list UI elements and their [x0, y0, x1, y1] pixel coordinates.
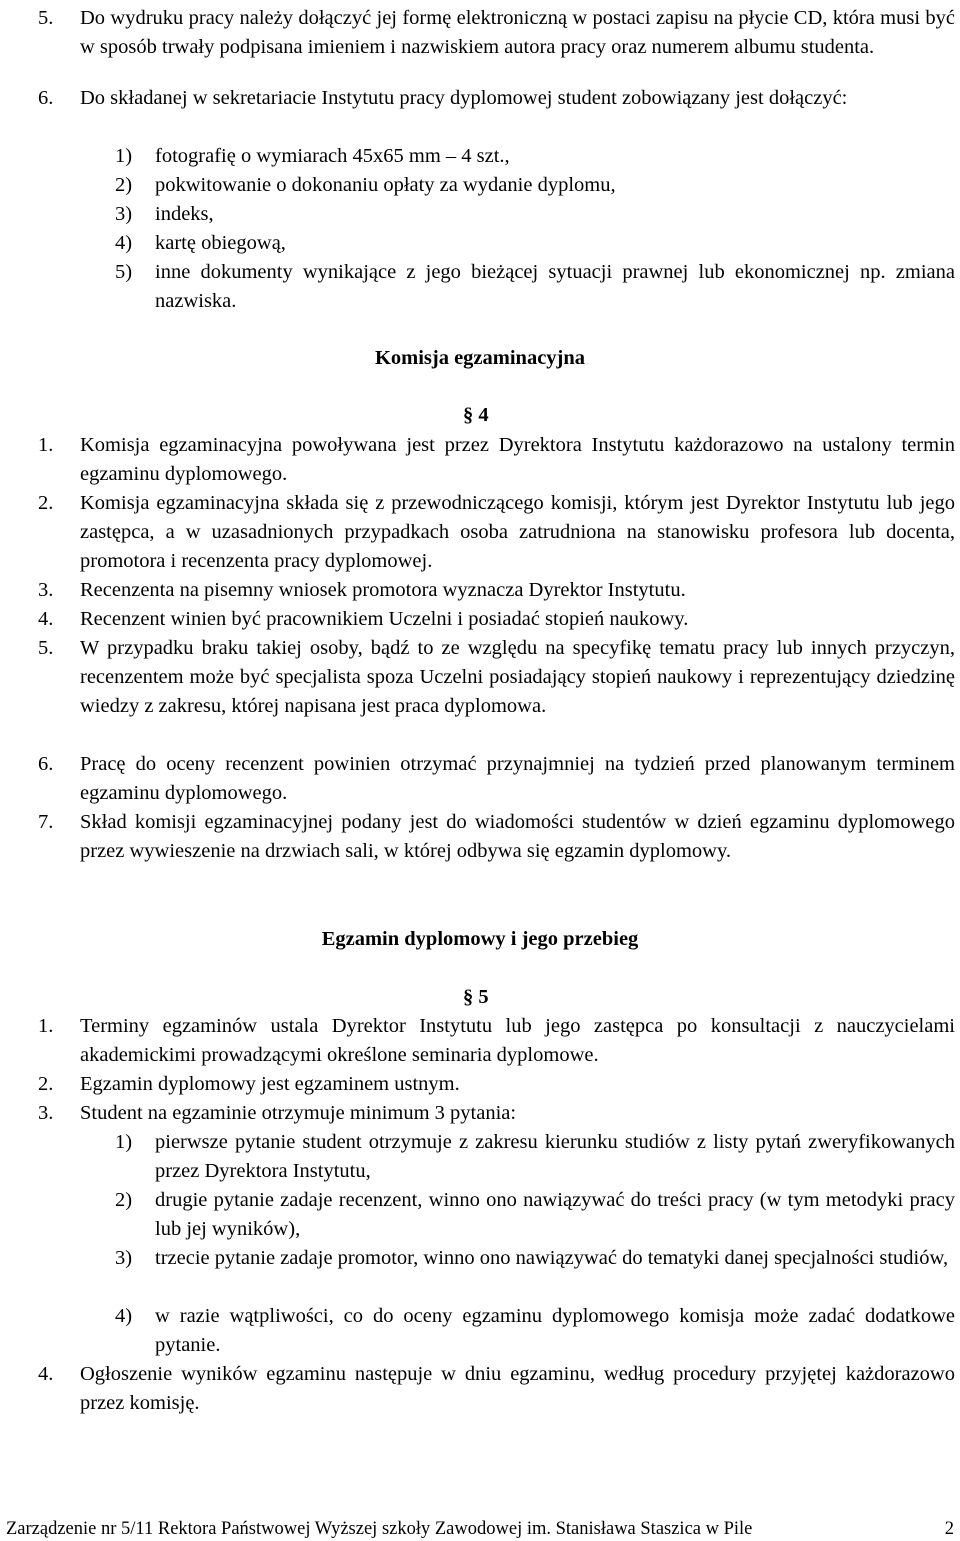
item-text: Student na egzaminie otrzymuje minimum 3 pytania:	[80, 1102, 517, 1124]
item-number: 2.	[38, 492, 54, 514]
item-number: 3.	[38, 1102, 54, 1124]
item-text: Komisja egzaminacyjna powoływana jest przez Dyrektora Instytutu każdorazowo na ustalony termin egzaminu dyplomowego.	[80, 434, 955, 485]
sub-list-item	[115, 200, 955, 229]
sub-item-number: 3)	[115, 203, 133, 225]
item-number: 6.	[38, 753, 54, 775]
sub-item-number: 2)	[115, 174, 133, 196]
list-item	[38, 1012, 955, 1070]
list-item	[38, 84, 955, 113]
item-number: 6.	[38, 87, 54, 109]
list-item	[38, 750, 955, 808]
item-number: 4.	[38, 1363, 54, 1385]
sub-list-item	[115, 258, 955, 316]
sub-list-item	[115, 1244, 955, 1273]
sub-item-number: 1)	[115, 1131, 133, 1153]
list-item	[38, 605, 955, 634]
section-heading: Komisja egzaminacyjna	[374, 347, 586, 369]
sub-list-item	[115, 1302, 955, 1360]
list-item	[38, 1099, 955, 1128]
list-item	[38, 576, 955, 605]
item-number: 1.	[38, 1015, 54, 1037]
list-item	[38, 489, 955, 576]
footer-text: Zarządzenie nr 5/11 Rektora Państwowej Wyższej szkoły Zawodowej im. Stanisława Staszica w Pile	[6, 1519, 753, 1539]
sub-item-text: pokwitowanie o dokonaniu opłaty za wydanie dyplomu,	[155, 174, 616, 196]
item-text: Do wydruku pracy należy dołączyć jej formę elektroniczną w postaci zapisu na płycie CD, która musi być w sposób trwały podpisana imieniem i nazwiskiem autora pracy oraz numerem albumu studenta.	[80, 7, 955, 58]
section-heading: Egzamin dyplomowy i jego przebieg	[321, 928, 639, 950]
sub-item-text: pierwsze pytanie student otrzymuje z zakresu kierunku studiów z listy pytań zweryfikowanych przez Dyrektora Instytutu,	[155, 1131, 955, 1182]
sub-item-text: indeks,	[155, 203, 214, 225]
item-text: Egzamin dyplomowy jest egzaminem ustnym.	[80, 1073, 460, 1095]
page-footer	[6, 1517, 954, 1541]
item-number: 2.	[38, 1073, 54, 1095]
item-number: 5.	[38, 7, 54, 29]
item-number: 7.	[38, 811, 54, 833]
item-number: 4.	[38, 608, 54, 630]
sub-item-text: trzecie pytanie zadaje promotor, winno ono nawiązywać do tematyki danej specjalności studiów,	[155, 1247, 949, 1269]
item-text: Do składanej w sekretariacie Instytutu pracy dyplomowej student zobowiązany jest dołączyć:	[80, 87, 848, 109]
item-text: Skład komisji egzaminacyjnej podany jest do wiadomości studentów w dzień egzaminu dyplomowego przez wywieszenie na drzwiach sali, w której odbywa się egzamin dyplomowy.	[80, 811, 955, 862]
sub-item-text: fotografię o wymiarach 45x65 mm – 4 szt.,	[155, 145, 510, 167]
page-number: 2	[944, 1519, 954, 1539]
sub-item-number: 4)	[115, 1305, 133, 1327]
sub-item-number: 3)	[115, 1247, 133, 1269]
sub-item-number: 1)	[115, 145, 133, 167]
sub-list-item	[115, 1128, 955, 1186]
item-text: Recenzent winien być pracownikiem Uczelni i posiadać stopień naukowy.	[80, 608, 689, 630]
sub-item-number: 5)	[115, 261, 133, 283]
list-item	[38, 4, 955, 62]
item-text: Komisja egzaminacyjna składa się z przewodniczącego komisji, którym jest Dyrektor Instytutu lub jego zastępca, a w uzasadnionych przypadkach osoba zatrudniona na stanowisku profesora lub docenta, promotora i recenzenta pracy dyplomowej.	[80, 492, 955, 572]
sub-item-number: 2)	[115, 1189, 133, 1211]
list-item	[38, 1070, 955, 1099]
item-text: Recenzenta na pisemny wniosek promotora wyznacza Dyrektor Instytutu.	[80, 579, 686, 601]
item-number: 3.	[38, 579, 54, 601]
list-item	[38, 431, 955, 489]
item-number: 1.	[38, 434, 54, 456]
item-text: Pracę do oceny recenzent powinien otrzymać przynajmniej na tydzień przed planowanym terminem egzaminu dyplomowego.	[80, 753, 955, 804]
sub-item-text: w razie wątpliwości, co do oceny egzaminu dyplomowego komisja może zadać dodatkowe pytanie.	[155, 1305, 955, 1356]
item-text: Ogłoszenie wyników egzaminu następuje w dniu egzaminu, według procedury przyjętej każdorazowo przez komisję.	[80, 1363, 955, 1414]
item-text: Terminy egzaminów ustala Dyrektor Instytutu lub jego zastępca po konsultacji z nauczycielami akademickimi prowadzącymi określone seminaria dyplomowe.	[80, 1015, 955, 1066]
sub-item-text: inne dokumenty wynikające z jego bieżącej sytuacji prawnej lub ekonomicznej np. zmiana nazwiska.	[155, 261, 955, 312]
sub-item-number: 4)	[115, 232, 133, 254]
list-item	[38, 634, 955, 721]
item-number: 5.	[38, 637, 54, 659]
sub-item-text: drugie pytanie zadaje recenzent, winno ono nawiązywać do treści pracy (w tym metodyki pracy lub jej wyników),	[155, 1189, 955, 1240]
sub-item-text: kartę obiegową,	[155, 232, 286, 254]
sub-list-item	[115, 142, 955, 171]
list-item	[38, 1360, 955, 1418]
paragraph-marker: § 4	[463, 404, 489, 426]
list-item	[38, 808, 955, 866]
paragraph-marker: § 5	[463, 986, 489, 1008]
item-text: W przypadku braku takiej osoby, bądź to ze względu na specyfikę tematu pracy lub innych przyczyn, recenzentem może być specjalista spoza Uczelni posiadający stopień naukowy i reprezentujący dziedzinę wiedzy z zakresu, której napisana jest praca dyplomowa.	[80, 637, 955, 717]
sub-list-item	[115, 229, 955, 258]
sub-list-item	[115, 1186, 955, 1244]
sub-list-item	[115, 171, 955, 200]
